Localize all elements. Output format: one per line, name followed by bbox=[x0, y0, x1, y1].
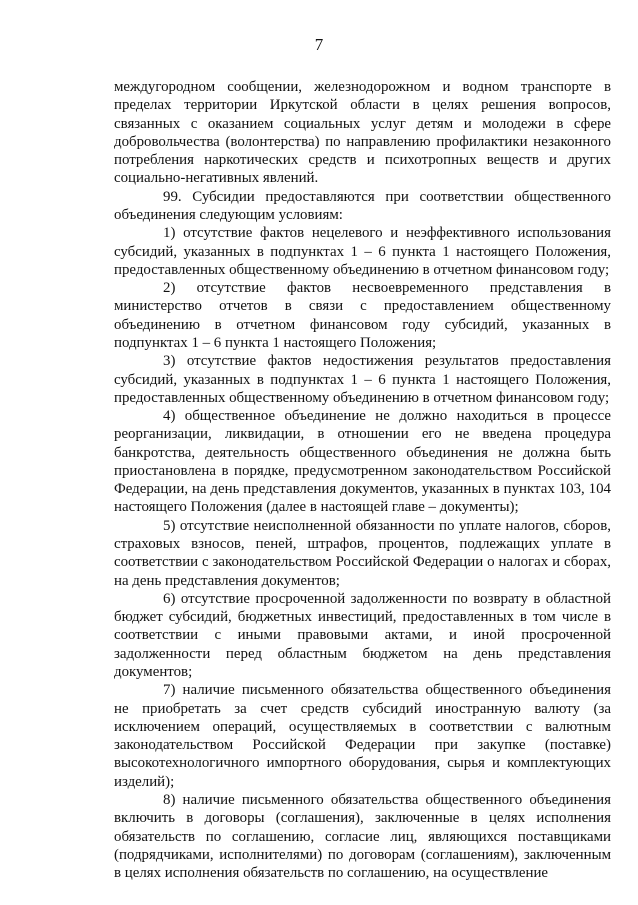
paragraph-condition-5: 5) отсутствие неисполненной обязанности по уплате налогов, сборов, страховых взносов, пеней, штрафов, процентов, подлежащих уплате в соответствии с законодательством Российской Федерации о налогах и сборах, на день представления документов; bbox=[114, 517, 611, 589]
document-body bbox=[114, 78, 611, 882]
paragraph-condition-3: 3) отсутствие фактов недостижения результатов предоставления субсидий, указанных в подпунктах 1 – 6 пункта 1 настоящего Положения, предоставленных общественному объединению в отчетном финансовом году; bbox=[114, 353, 611, 406]
paragraph-condition-8: 8) наличие письменного обязательства общественного объединения включить в договоры (соглашения), заключенные в целях исполнения обязательств по соглашению, согласие лиц, являющихся поставщиками (подрядчиками, исполнителями) по договорам (соглашениям), заключенным в целях исполнения обязательств по соглашению, на осуществление bbox=[114, 791, 611, 882]
paragraph-clause-99: 99. Субсидии предоставляются при соответствии общественного объединения следующим условиям: bbox=[114, 188, 611, 223]
paragraph-condition-6: 6) отсутствие просроченной задолженности по возврату в областной бюджет субсидий, бюджетных инвестиций, предоставленных в том числе в соответствии с иными правовыми актами, и иной просроченной задолженности перед областным бюджетом на день представления документов; bbox=[114, 590, 611, 680]
paragraph-condition-7: 7) наличие письменного обязательства общественного объединения не приобретать за счет средств субсидий иностранную валюту (за исключением операций, осуществляемых в соответствии с валютным законодательством Российской Федерации при закупке (поставке) высокотехнологичного импортного оборудования, сырья и комплектующих изделий); bbox=[114, 682, 611, 790]
paragraph-condition-4: 4) общественное объединение не должно находиться в процессе реорганизации, ликвидации, в отношении его не введена процедура банкротства, деятельность общественного объединения не должна быть приостановлена в порядке, предусмотренном законодательством Российской Федерации, на день представления документов, указанных в пунктах 103, 104 настоящего Положения (далее в настоящей главе – документы); bbox=[114, 408, 611, 516]
page-number: 7 bbox=[314, 35, 324, 54]
paragraph-continuation: междугородном сообщении, железнодорожном и водном транспорте в пределах территории Иркутской области в целях решения вопросов, связанных с оказанием социальных услуг детям и молодежи в сфере добровольчества (волонтерства) по направлению профилактики незаконного потребления наркотических средств и психотропных веществ и других социально-негативных явлений. bbox=[114, 79, 611, 187]
paragraph-condition-2: 2) отсутствие фактов несвоевременного представления в министерство отчетов в связи с предоставлением общественному объединению в отчетном финансовом году субсидий, указанных в подпунктах 1 – 6 пункта 1 настоящего Положения; bbox=[114, 280, 611, 351]
paragraph-condition-1: 1) отсутствие фактов нецелевого и неэффективного использования субсидий, указанных в подпунктах 1 – 6 пункта 1 настоящего Положения, предоставленных общественному объединению в отчетном финансовом году; bbox=[114, 225, 611, 278]
